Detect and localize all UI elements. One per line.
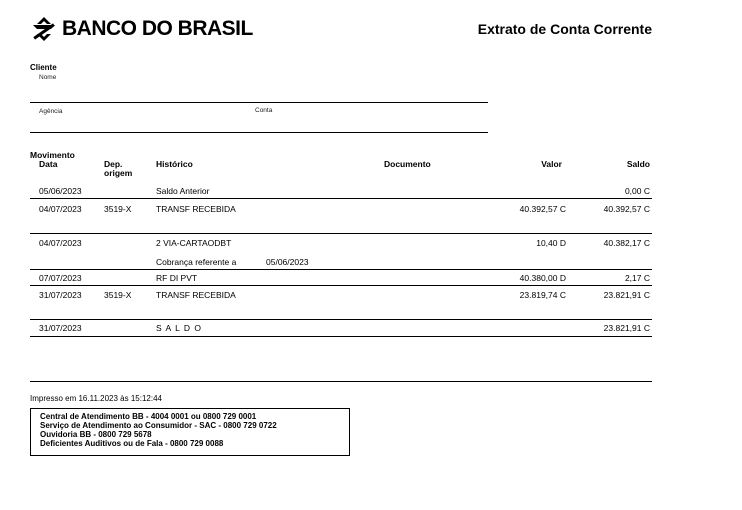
name-label: Nome	[39, 74, 57, 81]
row-origin: 3519-X	[104, 204, 132, 214]
row-history: 2 VIA-CARTAODBT	[156, 238, 232, 248]
row-divider	[30, 198, 652, 199]
printed-sep: às	[120, 394, 129, 403]
row-origin: 3519-X	[104, 290, 132, 300]
row-balance: 23.821,91 C	[603, 290, 650, 300]
printed-date: 16.11.2023	[78, 394, 118, 403]
contact-line: Ouvidoria BB - 0800 729 5678	[40, 430, 152, 439]
row-balance: 0,00 C	[624, 186, 650, 196]
col-value: Valor	[541, 159, 562, 169]
col-document: Documento	[384, 159, 431, 169]
row-history: S A L D O	[156, 323, 203, 333]
col-balance: Saldo	[626, 159, 650, 169]
col-origin: Dep. origem	[104, 159, 133, 178]
contact-line: Serviço de Atendimento ao Consumidor - SAC - 0800 729 0722	[40, 421, 277, 430]
contact-box	[30, 408, 350, 456]
name-divider	[30, 102, 488, 103]
account-label: Conta	[255, 107, 273, 114]
printed-at	[30, 394, 162, 403]
row-balance: 40.392,57 C	[603, 204, 650, 214]
footer-divider	[30, 381, 652, 382]
row-date: 04/07/2023	[39, 238, 82, 248]
agency-label: Agência	[39, 108, 63, 115]
row-value: 10,40 D	[536, 238, 566, 248]
row-value: 23.819,74 C	[519, 290, 566, 300]
row-divider	[30, 269, 652, 270]
printed-time: 15:12:44	[130, 394, 162, 403]
row-value: 40.392,57 C	[519, 204, 566, 214]
brand-name: BANCO DO BRASIL	[62, 17, 253, 40]
row-history: RF DI PVT	[156, 273, 198, 283]
row-balance: 40.382,17 C	[603, 238, 650, 248]
account-divider	[30, 132, 488, 133]
movement-section-label: Movimento	[30, 150, 75, 160]
row-divider	[30, 336, 652, 337]
row-divider	[30, 285, 652, 286]
row-value: 40.380,00 D	[519, 273, 566, 283]
col-date: Data	[39, 159, 58, 169]
row-date: 04/07/2023	[39, 204, 82, 214]
row-date: 31/07/2023	[39, 323, 82, 333]
printed-label: Impresso em	[30, 394, 77, 403]
bank-logo	[30, 16, 253, 42]
contact-line: Central de Atendimento BB - 4004 0001 ou 0800 729 0001	[40, 412, 257, 421]
row-date: 07/07/2023	[39, 273, 82, 283]
row-balance: 23.821,91 C	[603, 323, 650, 333]
client-section-label: Cliente	[30, 63, 57, 72]
col-history: Histórico	[156, 159, 193, 169]
row-history: Cobrança referente a	[156, 257, 237, 267]
row-document: 05/06/2023	[266, 257, 309, 267]
row-divider	[30, 233, 652, 234]
contact-line: Deficientes Auditivos ou de Fala - 0800 729 0088	[40, 439, 224, 448]
row-divider	[30, 319, 652, 320]
banco-do-brasil-logo-icon	[30, 16, 58, 42]
row-balance: 2,17 C	[624, 273, 650, 283]
row-history: Saldo Anterior	[156, 186, 210, 196]
row-history: TRANSF RECEBIDA	[156, 290, 236, 300]
row-date: 31/07/2023	[39, 290, 82, 300]
row-date: 05/06/2023	[39, 186, 82, 196]
document-title: Extrato de Conta Corrente	[477, 21, 652, 37]
row-history: TRANSF RECEBIDA	[156, 204, 236, 214]
